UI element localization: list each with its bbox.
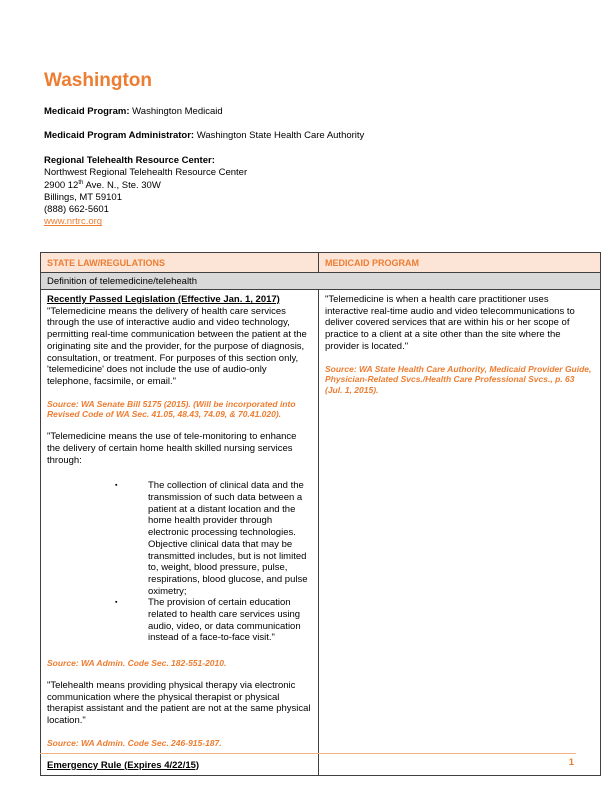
medicaid-telemedicine-definition: "Telemedicine is when a health care practitioner uses interactive real-time audio and video telecommunications to deliver covered services that are within his or her scope of practice to a client at a site other than the site where the provider is located.": [325, 294, 575, 352]
medicaid-admin-value: Washington State Health Care Authority: [194, 130, 365, 141]
medicaid-admin-line: [44, 130, 364, 142]
source-citation-admin-code-246: Source: WA Admin. Code Sec. 246-915-187.: [47, 737, 222, 748]
source-citation-senate-bill: Source: WA Senate Bill 5175 (2015). (Will be incorporated into Revised Code of WA Sec. 41.05, 48.43, 74.09, & 70.41.020).: [47, 398, 296, 420]
list-item: [115, 597, 311, 644]
bullet-icon: ▪: [115, 599, 118, 607]
address-street: Ave. N., Ste. 30W: [83, 179, 161, 191]
list-item: [115, 480, 311, 597]
medicaid-program-value: Washington Medicaid: [129, 106, 223, 117]
source-citation-admin-code-182: Source: WA Admin. Code Sec. 182-551-2010.: [47, 658, 227, 669]
page-number: 1: [568, 757, 574, 768]
bullet-text-education: The provision of certain education related to health care services using audio, video, or data communication instead of a face-to-face visit.": [148, 597, 301, 644]
recently-passed-legislation-heading: Recently Passed Legislation (Effective Jan. 1, 2017): [47, 294, 280, 305]
page-title: Washington: [44, 70, 152, 91]
bullet-icon: ▪: [115, 482, 118, 490]
footer-divider-line: [40, 753, 576, 754]
telemonitoring-paragraph: "Telemedicine means the use of tele-monitoring to enhance the delivery of certain home health skilled nursing services through:: [47, 431, 297, 466]
resource-center-address: [44, 180, 247, 192]
bullet-text-clinical-data: The collection of clinical data and the transmission of such data between a patient at a distant location and the home health provider through electronic processing technologies. Objective clinical data that may be transmitted includes, but is not limited to, weight, blood pressure, pulse, respirations, blood glucose, and pulse oximetry;: [148, 480, 308, 597]
resource-center-block: [44, 155, 247, 229]
column-header-state-law: STATE LAW/REGULATIONS: [41, 253, 319, 273]
table-header-row: [41, 253, 601, 273]
section-header-row: [41, 273, 601, 290]
telemedicine-definition-paragraph: "Telemedicine means the delivery of health care services through the use of interactive audio and video technology, permitting real-time communication between the patient at the originating site and the provider, for the purpose of diagnosis, consultation, or treatment. For purposes of this section only, 'telemedicine' does not include the use of audio-only telephone, facsimile, or email.": [47, 305, 307, 387]
column-header-medicaid-program: MEDICAID PROGRAM: [319, 253, 601, 273]
source-citation-provider-guide: Source: WA State Health Care Authority, Medicaid Provider Guide, Physician-Related Svcs./Health Care Professional Svcs., p. 63 (Jul. 1, 2015).: [325, 363, 592, 396]
medicaid-admin-label: Medicaid Program Administrator:: [44, 130, 195, 141]
table-body-row: [41, 290, 601, 776]
medicaid-program-label: Medicaid Program:: [44, 106, 130, 117]
state-law-cell: [41, 290, 319, 776]
resource-center-heading: Regional Telehealth Resource Center:: [44, 155, 215, 166]
address-number: 2900 12: [44, 179, 79, 191]
resource-center-website-link[interactable]: www.nrtrc.org: [44, 216, 103, 228]
resource-center-city: Billings, MT 59101: [44, 191, 122, 203]
telemonitoring-bullet-list: [47, 480, 311, 644]
telehealth-policy-table: [40, 252, 601, 776]
section-header-definition: Definition of telemedicine/telehealth: [41, 273, 601, 290]
emergency-rule-heading: Emergency Rule (Expires 4/22/15): [47, 759, 200, 771]
resource-center-name: Northwest Regional Telehealth Resource Center: [44, 167, 248, 179]
medicaid-program-cell: [319, 290, 601, 776]
address-ordinal-suffix: th: [78, 179, 84, 186]
telehealth-definition-paragraph: "Telehealth means providing physical therapy via electronic communication where the physical therapist or physical therapist assistant and the patient are not at the same physical location.": [47, 679, 311, 727]
medicaid-program-line: [44, 106, 223, 118]
resource-center-phone: (888) 662-5601: [44, 204, 109, 216]
